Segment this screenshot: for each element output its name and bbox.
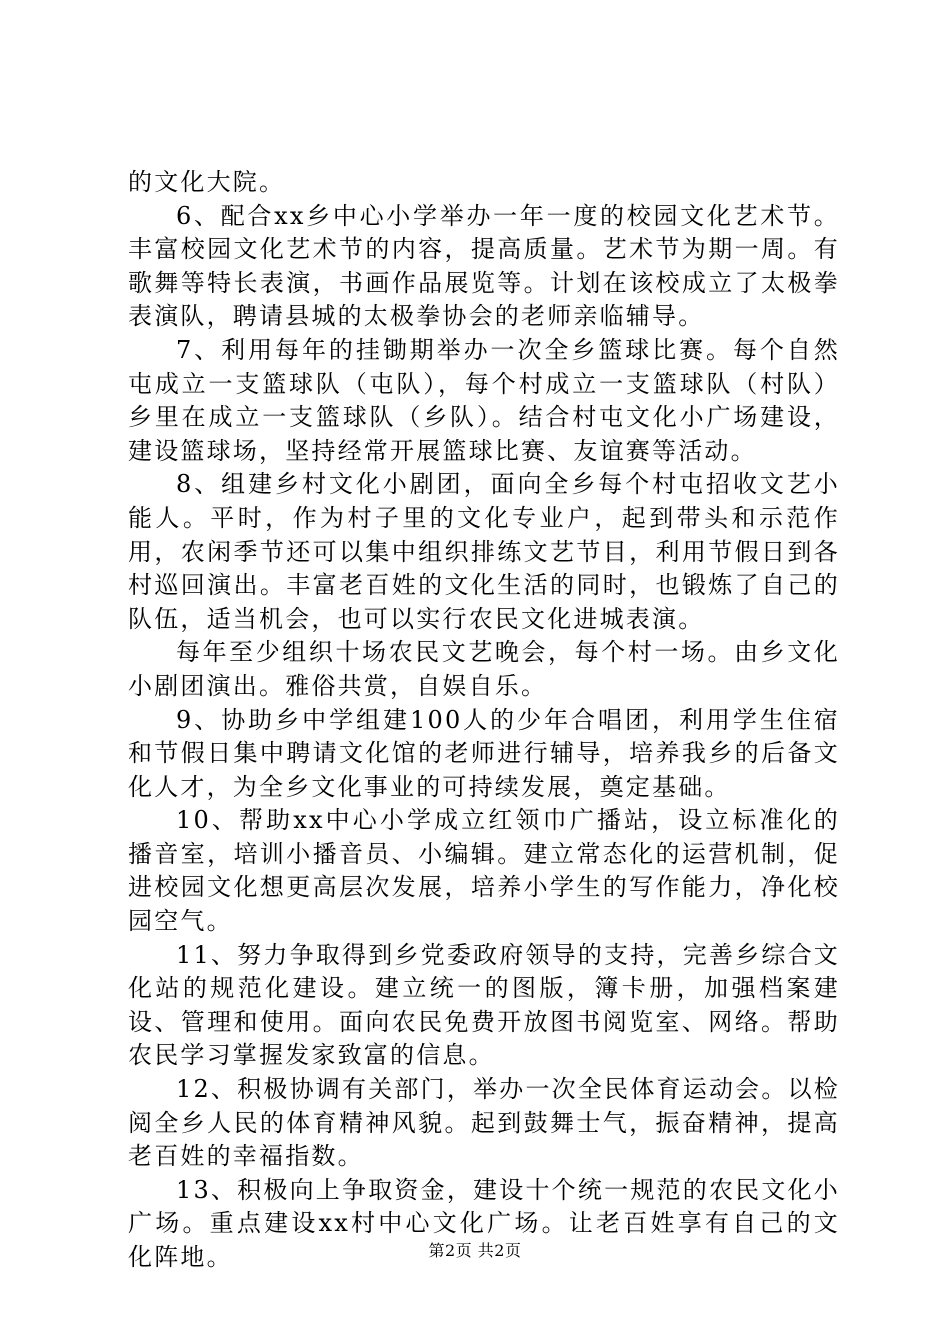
paragraph-item-8-note: 每年至少组织十场农民文艺晚会，每个村一场。由乡文化小剧团演出。雅俗共赏，自娱自乐。 — [128, 638, 840, 700]
paragraph-continuation: 的文化大院。 — [128, 168, 286, 196]
paragraph-item-8: 8、组建乡村文化小剧团，面向全乡每个村屯招收文艺小能人。平时，作为村子里的文化专业户，起到带头和示范作用，农闲季节还可以集中组织排练文艺节目，利用节假日到各村巡回演出。丰富老百姓的文化生活的同时，也锻炼了自己的队伍，适当机会，也可以实行农民文化进城表演。 — [128, 470, 840, 633]
paragraph-item-10: 10、帮助xx中心小学成立红领巾广播站，设立标准化的播音室，培训小播音员、小编辑。建立常态化的运营机制，促进校园文化想更高层次发展，培养小学生的写作能力，净化校园空气。 — [128, 806, 840, 936]
document-body — [128, 166, 840, 1275]
paragraph-item-6: 6、配合xx乡中心小学举办一年一度的校园文化艺术节。丰富校园文化艺术节的内容，提高质量。艺术节为期一周。有歌舞等特长表演，书画作品展览等。计划在该校成立了太极拳表演队，聘请县城的太极拳协会的老师亲临辅导。 — [128, 201, 840, 331]
paragraph-item-13: 13、积极向上争取资金，建设十个统一规范的农民文化小广场。重点建设xx村中心文化广场。让老百姓享有自己的文化阵地。 — [128, 1175, 840, 1271]
paragraph-item-7: 7、利用每年的挂锄期举办一次全乡篮球比赛。每个自然屯成立一支篮球队（屯队），每个村成立一支篮球队（村队）乡里在成立一支篮球队（乡队）。结合村屯文化小广场建设，建设篮球场，坚持经常开展篮球比赛、友谊赛等活动。 — [128, 335, 840, 465]
page-number-footer: 第2页 共2页 — [428, 1241, 522, 1260]
paragraph-item-12: 12、积极协调有关部门，举办一次全民体育运动会。以检阅全乡人民的体育精神风貌。起到鼓舞士气，振奋精神，提高老百姓的幸福指数。 — [128, 1075, 840, 1171]
paragraph-item-11: 11、努力争取得到乡党委政府领导的支持，完善乡综合文化站的规范化建设。建立统一的图版，簿卡册，加强档案建设、管理和使用。面向农民免费开放图书阅览室、网络。帮助农民学习掌握发家致富的信息。 — [128, 940, 840, 1070]
paragraph-item-9: 9、协助乡中学组建100人的少年合唱团，利用学生住宿和节假日集中聘请文化馆的老师进行辅导，培养我乡的后备文化人才，为全乡文化事业的可持续发展，奠定基础。 — [128, 705, 840, 801]
